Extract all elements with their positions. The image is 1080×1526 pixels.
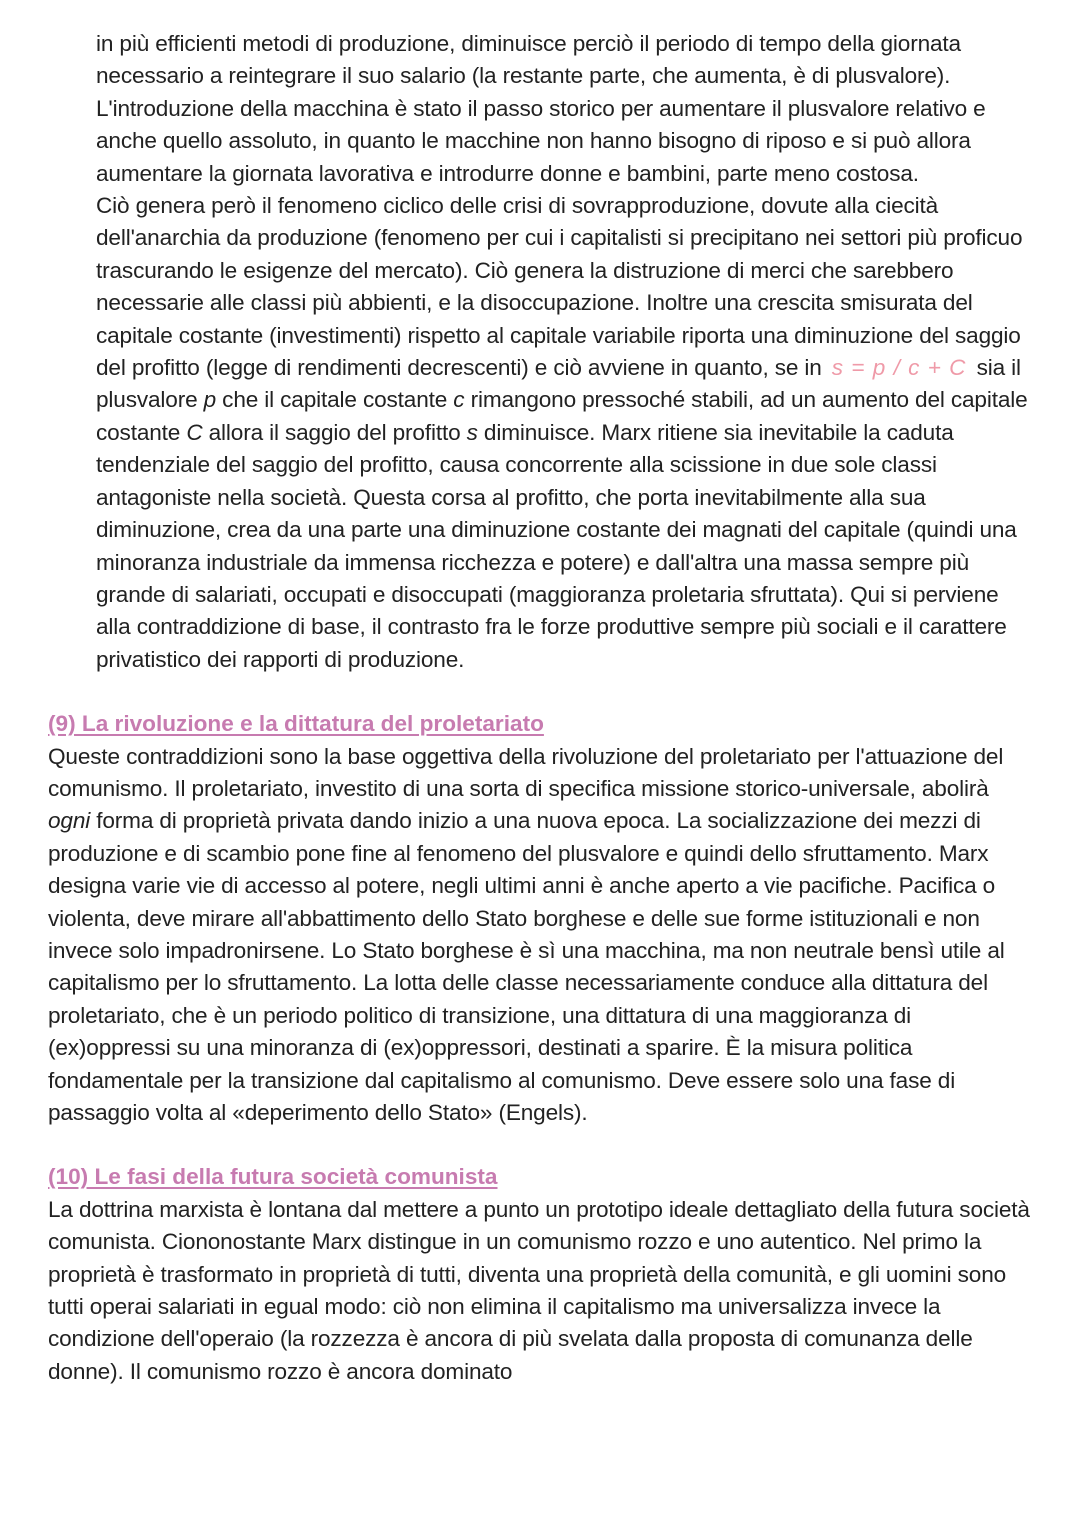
paragraph-text: Ciò genera però il fenomeno ciclico delle crisi di sovrapproduzione, dovute alla ciecità dell'anarchia da produzione (fenomeno per cui i capitalisti si precipitano nei settori più proficuo trascurando le esigenze del mercato). Ciò genera la distruzione di merci che sarebbero necessarie alle classi più abbienti, e la disoccupazione. Inoltre una crescita smisurata del capitale costante (investimenti) rispetto al capitale variabile riporta una diminuzione del saggio del profitto (legge di rendimenti decrescenti) e ciò avviene in quanto, se in xyxy=(96,193,1023,381)
variable-s: s xyxy=(466,419,478,445)
section-10-heading: (10) Le fasi della futura società comunista xyxy=(48,1164,498,1190)
section-8-paragraph-1: in più efficienti metodi di produzione, diminuisce perciò il periodo di tempo della giornata necessario a reintegrare il suo salario (la restante parte, che aumenta, è di plusvalore). L'introduzione della macchina è stato il passo storico per aumentare il plusvalore relativo e anche quello assoluto, in quanto le macchine non hanno bisogno di riposo e si può allora aumentare la giornata lavorativa e introdurre donne e bambini, parte meno costosa. xyxy=(96,31,986,186)
emphasis-ogni: ogni xyxy=(48,808,91,834)
paragraph-text: forma di proprietà privata dando inizio a una nuova epoca. La socializzazione dei mezzi di produzione e di scambio pone fine al fenomeno del plusvalore e quindi dello sfruttamento. Marx designa varie vie di accesso al potere, negli ultimi anni è anche aperto a vie pacifiche. Pacifica o violenta, deve mirare all'abbattimento dello Stato borghese e delle sue forme istituzionali e non invece solo impadronirsene. Lo Stato borghese è sì una macchina, ma non neutrale bensì utile al capitalismo per lo sfruttamento. La lotta delle classe necessariamente conduce alla dittatura del proletariato, che è un periodo politico di transizione, una dittatura di una maggioranza di (ex)oppressi su una minoranza di (ex)oppressori, destinati a sparire. È la misura politica fondamentale per la transizione dal capitalismo al comunismo. Deve essere solo una fase di passaggio volta al «deperimento dello Stato» (Engels). xyxy=(48,808,1005,1125)
spacer xyxy=(0,1129,1080,1161)
profit-rate-formula: s = p / c + C xyxy=(831,355,967,381)
paragraph-text: allora il saggio del profitto xyxy=(202,419,467,445)
variable-p: p xyxy=(203,387,217,413)
section-9-paragraph xyxy=(0,741,1080,1130)
paragraph-text: Queste contraddizioni sono la base oggettiva della rivoluzione del proletariato per l'attuazione del comunismo. Il proletariato, investito di una sorta di specifica missione storico-universale, abolirà xyxy=(48,743,1004,801)
variable-C: C xyxy=(186,419,203,445)
paragraph-text: sia il plusvalore xyxy=(96,355,1021,413)
section-9-heading: (9) La rivoluzione e la dittatura del proletariato xyxy=(48,711,544,737)
spacer xyxy=(0,676,1080,708)
variable-c: c xyxy=(453,387,465,413)
paragraph-text: che il capitale costante xyxy=(216,387,454,413)
section-8-paragraph-2 xyxy=(0,190,1080,676)
section-10-paragraph: La dottrina marxista è lontana dal mettere a punto un prototipo ideale dettagliato della futura società comunista. Ciononostante Marx distingue in un comunismo rozzo e uno autentico. Nel primo la proprietà è trasformato in proprietà di tutti, diventa una proprietà della comunità, e gli uomini sono tutti operai salariati in egual modo: ciò non elimina il capitalismo ma universalizza invece la condizione dell'operaio (la rozzezza è ancora di più svelata dalla proposta di comunanza delle donne). Il comunismo rozzo è ancora dominato xyxy=(48,1196,1030,1384)
paragraph-text: diminuisce. Marx ritiene sia inevitabile la caduta tendenziale del saggio del profitto, causa concorrente alla scissione in due sole classi antagoniste nella società. Questa corsa al profitto, che porta inevitabilmente alla sua diminuzione, crea da una parte una diminuzione costante dei magnati del capitale (quindi una minoranza industriale da immensa ricchezza e potere) e dall'altra una massa sempre più grande di salariati, occupati e disoccupati (maggioranza proletaria sfruttata). Qui si perviene alla contraddizione di base, il contrasto fra le forze produttive sempre più sociali e il carattere privatistico dei rapporti di produzione. xyxy=(96,419,1017,672)
paragraph-text: rimangono pressoché stabili, ad un aumento del capitale costante xyxy=(96,387,1028,445)
